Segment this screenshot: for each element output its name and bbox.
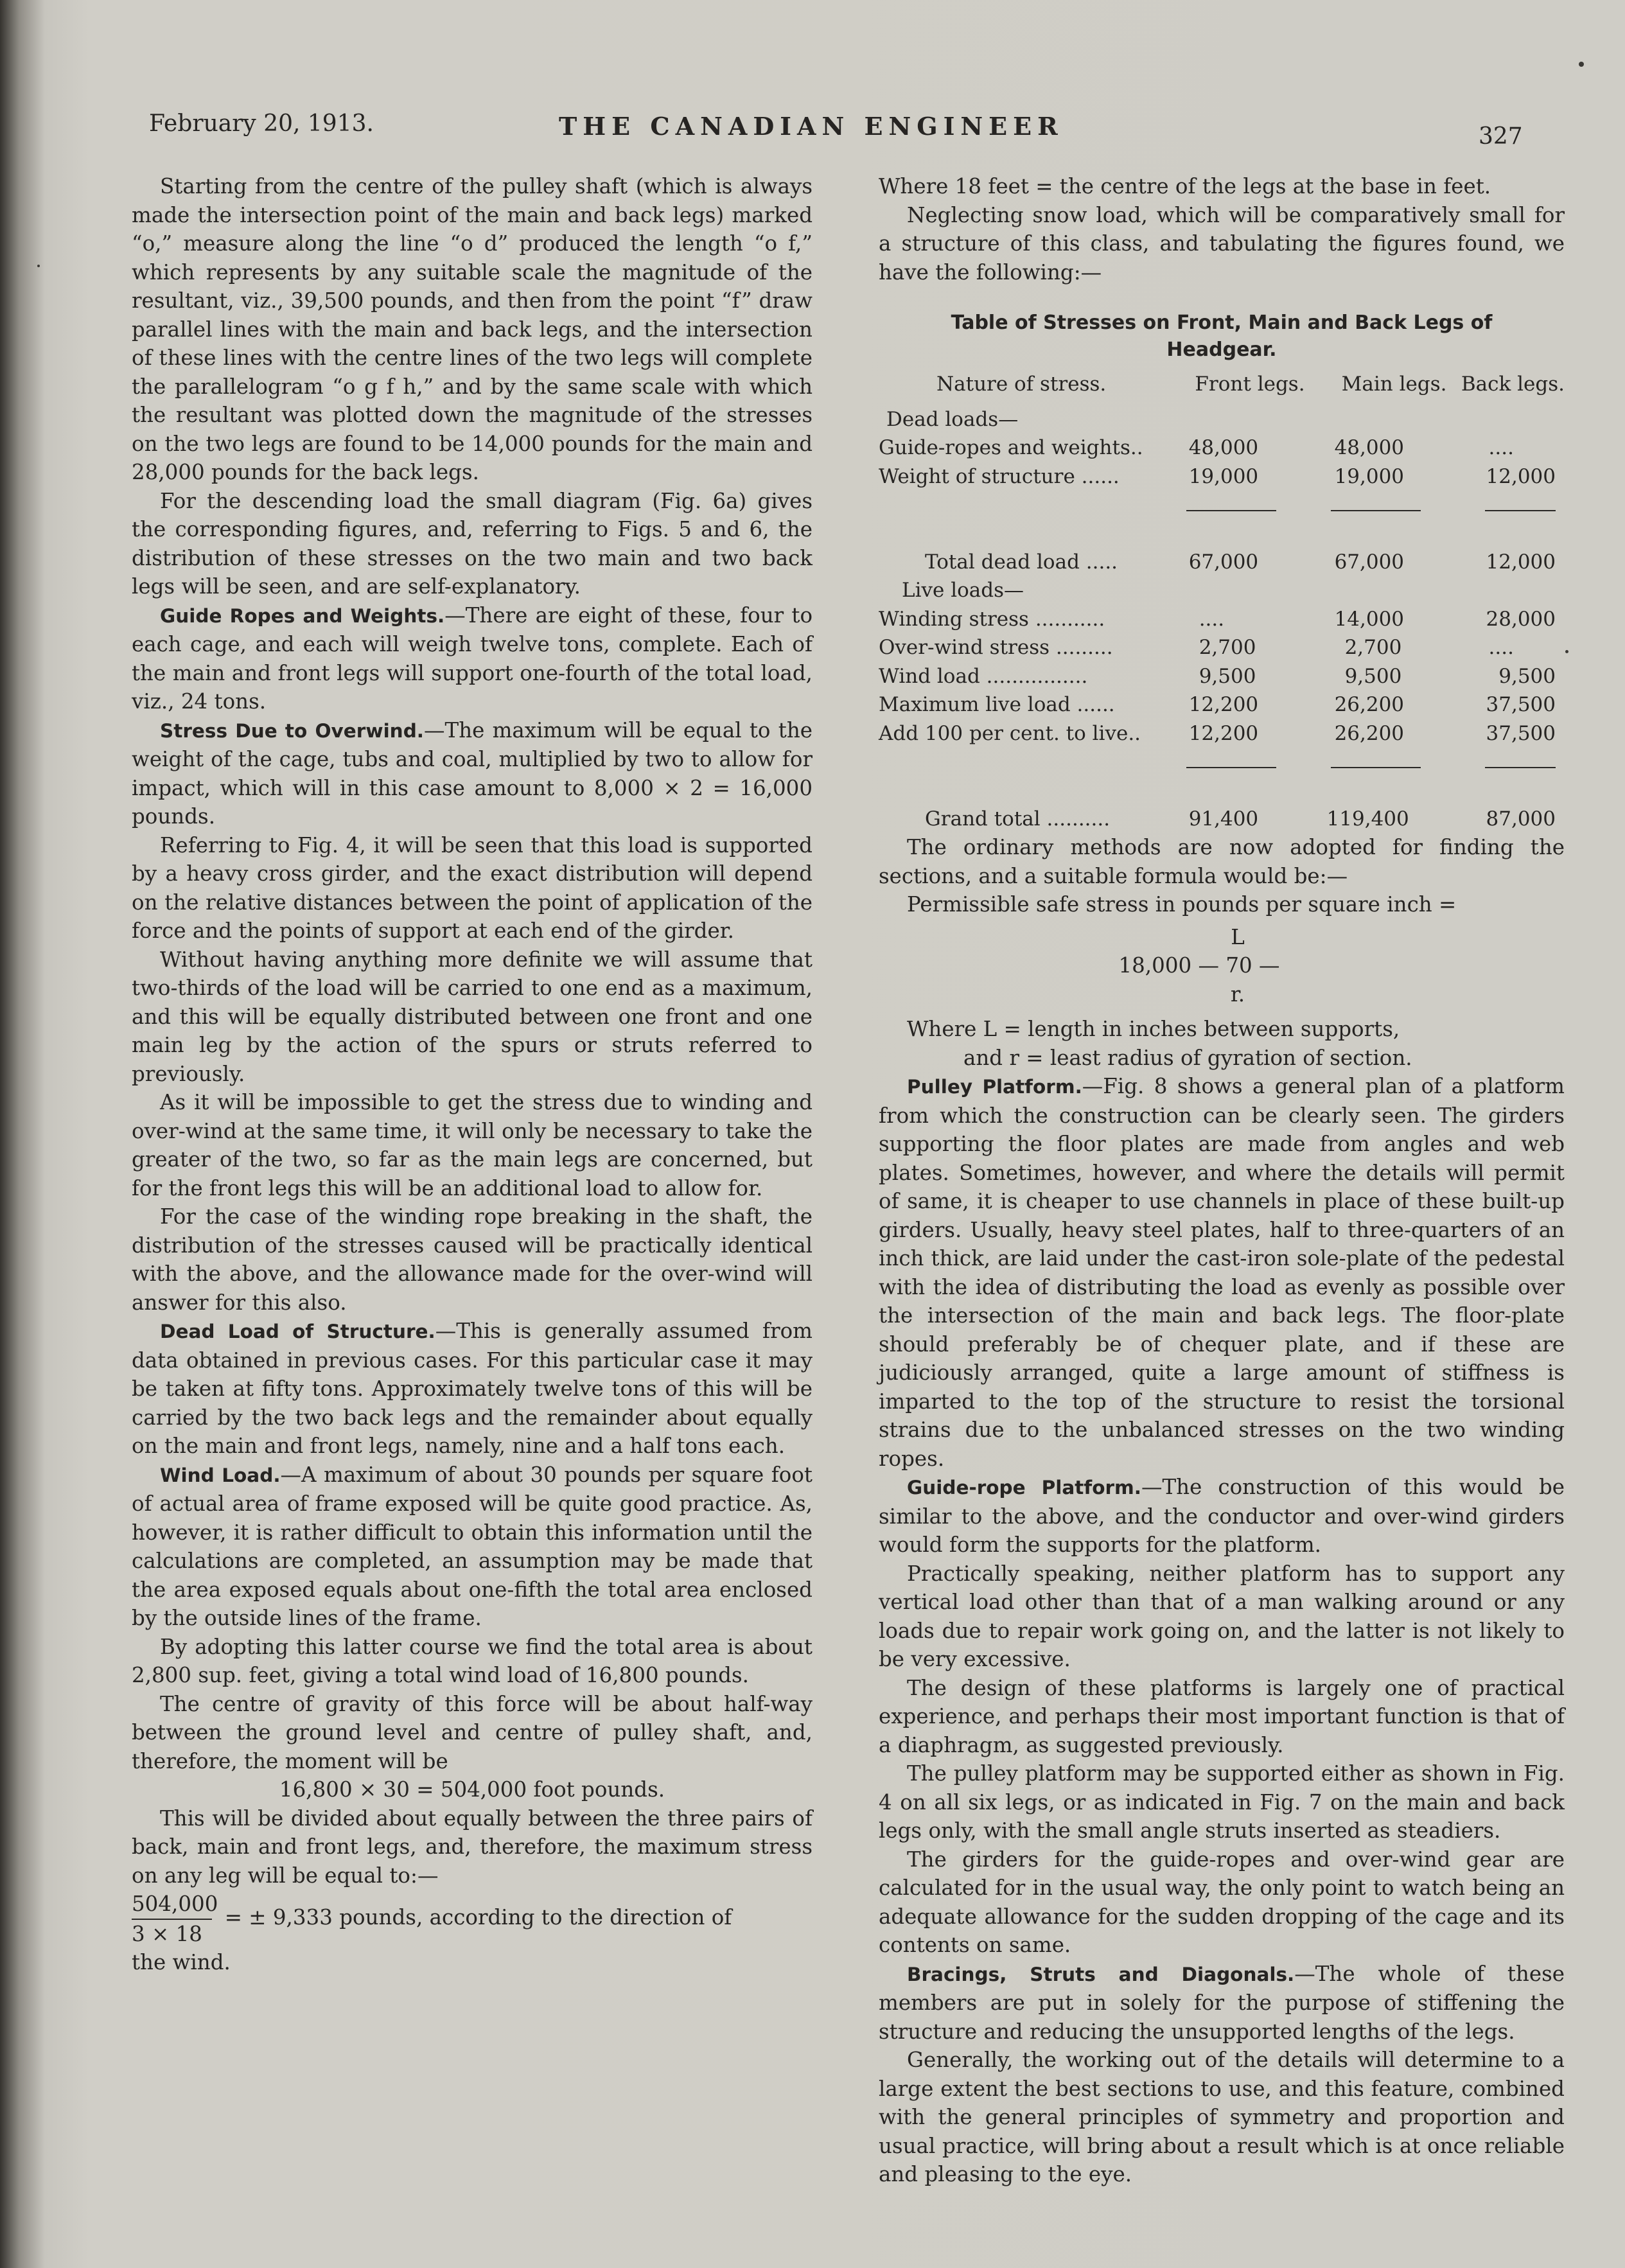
text-wind-load: —A maximum of about 30 pounds per square foot of actual area of frame exposed will be quite good practice. As, however, it is rather difficult to obtain this information until the calculations are completed, an assumption may be made that the area exposed equals about one-fifth the total area enclosed by the outside lines of the frame. [132, 1462, 812, 1630]
row-label-max-live: Maximum live load ...... [879, 693, 1115, 716]
paragraph-neglecting-snow: Neglecting snow load, which will be comparatively small for a structure of this class, and tabulating the figures found, we have the following:— [879, 202, 1565, 285]
cell-front: 48,000 [1188, 436, 1259, 459]
heading-pulley-platform: Pulley Platform. [907, 1076, 1082, 1098]
table-row [879, 719, 1565, 748]
text-guide-ropes: —There are eight of these, four to each cage, and each will weigh twelve tons, complete. Each of the main and front legs will support one-fourth of the total load, viz., 24 tons. [132, 602, 813, 714]
row-label-weight-structure: Weight of structure ...... [879, 464, 1120, 488]
paragraph-generally: Generally, the working out of the details will determine to a large extent the best sections to use, and this feature, combined with the general principles of symmetry and proportion and usual practice, will bring about a result which is at once reliable and pleasing to the eye. [879, 2048, 1565, 2186]
row-label-add-100: Add 100 per cent. to live.. [879, 721, 1141, 745]
cell-back: .... [1488, 636, 1514, 659]
cell-front: 9,500 [1199, 664, 1256, 688]
cell-front: 12,200 [1188, 693, 1259, 716]
where-L-definition: Where L = length in inches between supports, [907, 1017, 1400, 1041]
table-row [879, 805, 1565, 834]
paragraph-rope-breaking: For the case of the winding rope breaking in the shaft, the distribution of the stresses caused will be practically identical with the above, and the allowance made for the over-wind will answer for this also. [132, 1204, 812, 1315]
row-label-winding: Winding stress ........... [879, 607, 1105, 631]
cell-front: 12,200 [1188, 721, 1259, 745]
cell-front: 19,000 [1188, 464, 1259, 488]
heading-guide-ropes: Guide Ropes and Weights. [160, 604, 445, 627]
table-row [879, 633, 1565, 662]
table-row [879, 605, 1565, 634]
heading-wind-load: Wind Load. [160, 1464, 281, 1486]
cell-back: 87,000 [1486, 807, 1556, 831]
paragraph-centre-gravity: The centre of gravity of this force will be about half-way between the ground level and centre of pulley shaft, and, therefore, the moment will be [132, 1691, 812, 1773]
max-stress-tail: the wind. [132, 1950, 231, 1974]
cell-back: .... [1488, 436, 1514, 459]
cell-back: 37,500 [1486, 721, 1556, 745]
row-label-guide-ropes: Guide-ropes and weights.. [879, 436, 1143, 459]
cell-main: 26,200 [1334, 693, 1405, 716]
section-guide-rope-platform [879, 1473, 1565, 1560]
text-dead-load: —This is generally assumed from data obtained in previous cases. For this particular case it may be taken at fifty tons. Approximately twelve tons of this will be carried by the two back legs and the remainder about equally on the main and front legs, namely, nine and a half tons each. [132, 1319, 812, 1458]
text-bracings: —The whole of these members are put in solely for the purpose of stiffening the structure and reducing the unsupported lengths of the legs. [879, 1961, 1565, 2044]
table-rule [879, 491, 1565, 520]
heading-bracings: Bracings, Struts and Diagonals. [907, 1963, 1295, 1985]
stress-table-title-line1: Table of Stresses on Front, Main and Back Legs of [951, 312, 1493, 334]
paper-speck [1565, 650, 1568, 653]
paragraph-fig4: Referring to Fig. 4, it will be seen that this load is supported by a heavy cross girder, and the exact distribution will depend on the relative distances between the point of application of the force and the points of support at each end of the girder. [132, 832, 812, 943]
section-dead-load [132, 1317, 812, 1461]
paragraph-ordinary-methods: The ordinary methods are now adopted for finding the sections, and a suitable formula would be:— [879, 835, 1565, 888]
max-stress-formula [132, 1890, 812, 1948]
column-header-front: Front legs. [1195, 373, 1305, 396]
section-bracings [879, 1960, 1565, 2046]
column-header-nature: Nature of stress. [936, 373, 1107, 396]
paper-speck [37, 265, 40, 267]
cell-main: 119,400 [1326, 807, 1409, 831]
paragraph-where-18-feet: Where 18 feet = the centre of the legs at the base in feet. [879, 174, 1491, 198]
text-pulley-platform: —Fig. 8 shows a general plan of a platform from which the construction can be clearly seen. The girders supporting the floor plates are made from angles and web plates. Sometimes, however, and where the details will permit of same, it is cheaper to use channels in place of these built-up girders. Usually, heavy steel plates, half to three-quarters of an inch thick, are laid under the cast-iron sole-plate of the pedestal with the idea of distributing the load as evenly as possible over the intersection of the main and back legs. The floor-plate should preferably be of chequer plate, and if these are judiciously arranged, quite a large amount of stiffness is imparted to the top of the structure to resist the torsional strains due to the unbalanced stresses on the two winding ropes. [879, 1074, 1565, 1471]
paragraph-design: The design of these platforms is largely one of practical experience, and perhaps their most important function is that of a diaphragm, as suggested previously. [879, 1675, 1565, 1757]
cell-front: 2,700 [1199, 636, 1256, 659]
paragraph-permissible-stress: Permissible safe stress in pounds per square inch = [907, 892, 1457, 917]
page-number: 327 [1479, 123, 1523, 150]
formula-numerator: L [1231, 924, 1245, 949]
cell-front: 67,000 [1188, 550, 1259, 574]
cell-back: 9,500 [1498, 664, 1556, 688]
table-row [879, 548, 1565, 577]
table-row [879, 434, 1565, 462]
column-header-main: Main legs. [1341, 373, 1447, 396]
heading-guide-rope-platform: Guide-rope Platform. [907, 1477, 1141, 1499]
cell-front: .... [1199, 607, 1225, 631]
row-label-total-dead: Total dead load ..... [925, 550, 1118, 574]
fraction-numerator: 504,000 [132, 1892, 218, 1916]
table-row [879, 690, 1565, 719]
table-header-row [879, 370, 1565, 405]
stress-table [879, 370, 1565, 833]
cell-back: 12,000 [1486, 550, 1556, 574]
cell-main: 14,000 [1334, 607, 1405, 631]
section-overwind [132, 716, 812, 831]
paragraph-two-thirds: Without having anything more definite we will assume that two-thirds of the load will be carried to one end as a maximum, and this will be equally distributed between one front and one main leg by the action of the spurs or struts referred to previously. [132, 947, 812, 1086]
left-column [132, 172, 812, 1977]
cell-back: 12,000 [1486, 464, 1556, 488]
fraction-denominator: 3 × 18 [132, 1921, 202, 1946]
cell-back: 28,000 [1486, 607, 1556, 631]
text-overwind: —The maximum will be equal to the weight of the cage, tubs and coal, multiplied by two to allow for impact, which will in this case amount to 8,000 × 2 = 16,000 pounds. [132, 717, 812, 829]
max-stress-fraction [132, 1890, 218, 1948]
cell-main: 26,200 [1334, 721, 1405, 745]
cell-main: 19,000 [1334, 464, 1405, 488]
table-row [879, 662, 1565, 691]
table-rule [879, 748, 1565, 777]
where-r-definition: and r = least radius of gyration of section. [963, 1045, 1412, 1070]
cell-back: 37,500 [1486, 693, 1556, 716]
section-wind-load [132, 1461, 812, 1633]
cell-main: 67,000 [1334, 550, 1405, 574]
journal-title: THE CANADIAN ENGINEER [559, 112, 1064, 141]
paragraph-divided: This will be divided about equally between the three pairs of back, main and front legs, and, therefore, the maximum stress on any leg will be equal to:— [132, 1806, 812, 1888]
max-stress-result: = ± 9,333 pounds, according to the direction of [224, 1905, 732, 1930]
row-label-grand-total: Grand total .......... [925, 807, 1111, 831]
row-label-live-loads: Live loads— [902, 579, 1024, 602]
paragraph-girders: The girders for the guide-ropes and over-wind gear are calculated for in the usual way, the only point to watch being an adequate allowance for the sudden dropping of the cage and its contents on same. [879, 1847, 1565, 1957]
paragraph-descending-load: For the descending load the small diagram (Fig. 6a) gives the corresponding figures, and, referring to Figs. 5 and 6, the distribution of these stresses on the two main and two back legs will be seen, and are self-explanatory. [132, 488, 812, 599]
row-label-overwind: Over-wind stress ......... [879, 636, 1113, 659]
paragraph-resultant: Starting from the centre of the pulley shaft (which is always made the intersection point of the main and back legs) marked “o,” measure along the line “o d” produced the length “o f,” which represents by any suitable scale the magnitude of the resultant, viz., 39,500 pounds, and then from the point “f” draw parallel lines with the main and back legs, and the intersection of these lines with the centre lines of the two legs will complete the parallelogram “o g f h,” and by the same scale with which the resultant was plotted down the magnitude of the stresses on the two legs are found to be 14,000 pounds for the main and 28,000 pounds for the back legs. [132, 174, 812, 484]
paper-speck [1579, 62, 1584, 67]
cell-main: 48,000 [1334, 436, 1405, 459]
column-header-back: Back legs. [1461, 373, 1565, 396]
row-label-dead-loads: Dead loads— [886, 407, 1019, 431]
section-pulley-platform [879, 1072, 1565, 1473]
paragraph-pulley-support: The pulley platform may be supported either as shown in Fig. 4 on all six legs, or as indicated in Fig. 7 on the main and back legs only, with the small angle struts inserted as steadiers. [879, 1761, 1565, 1843]
cell-front: 91,400 [1188, 807, 1259, 831]
paragraph-winding-overwind: As it will be impossible to get the stress due to winding and over-wind at the same time, it will only be necessary to take the greater of the two, so far as the main legs are concerned, but for the front legs this will be an additional load to allow for. [132, 1090, 812, 1200]
heading-dead-load: Dead Load of Structure. [160, 1321, 435, 1342]
paragraph-total-area: By adopting this latter course we find the total area is about 2,800 sup. feet, giving a total wind load of 16,800 pounds. [132, 1634, 812, 1687]
header-date: February 20, 1913. [149, 110, 374, 137]
paragraph-practically: Practically speaking, neither platform has to support any vertical load other than that of a man walking around or any loads due to repair work going on, and the latter is not likely to be very excessive. [879, 1561, 1565, 1671]
section-guide-ropes [132, 601, 812, 716]
stress-formula [879, 923, 1565, 1009]
row-label-wind-load: Wind load ................ [879, 664, 1088, 688]
stress-table-title-line2: Headgear. [1166, 338, 1277, 361]
text-guide-rope-platform: —The construction of this would be similar to the above, and the conductor and over-wind girders would form the supports for the platform. [879, 1475, 1565, 1557]
moment-formula: 16,800 × 30 = 504,000 foot pounds. [279, 1777, 665, 1802]
formula-denominator: r. [1230, 981, 1245, 1007]
cell-main: 9,500 [1344, 664, 1402, 688]
heading-overwind: Stress Due to Overwind. [160, 719, 425, 742]
table-row [879, 405, 1565, 434]
formula-main: 18,000 — 70 — [1118, 953, 1280, 978]
cell-main: 2,700 [1344, 636, 1402, 659]
table-row [879, 576, 1565, 605]
stress-table-title [879, 310, 1565, 364]
right-column [879, 172, 1565, 2189]
table-row [879, 462, 1565, 491]
